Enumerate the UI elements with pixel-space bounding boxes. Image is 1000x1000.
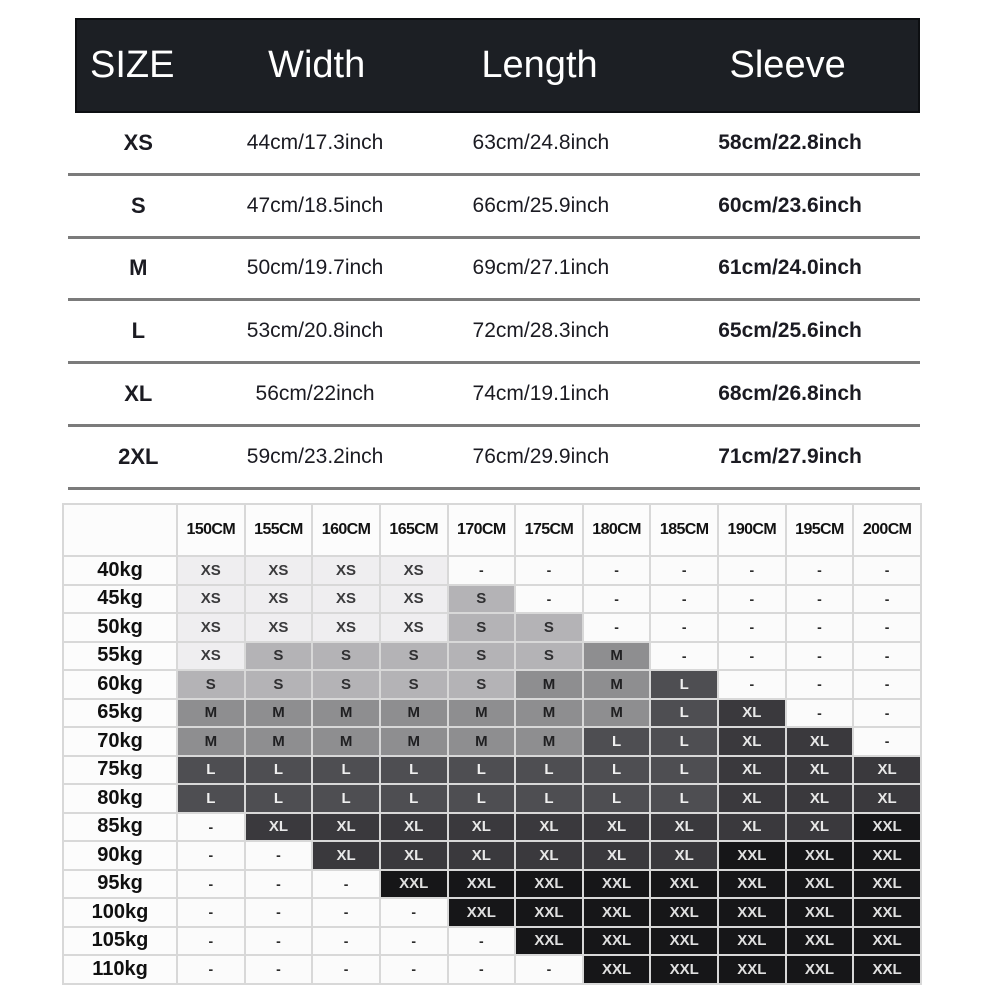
matrix-cell: M bbox=[381, 728, 447, 755]
matrix-cell: - bbox=[584, 586, 650, 613]
matrix-cell: - bbox=[246, 928, 312, 955]
matrix-cell: M bbox=[313, 728, 379, 755]
matrix-cell: - bbox=[246, 871, 312, 898]
matrix-cell: XL bbox=[787, 785, 853, 812]
matrix-cell: - bbox=[651, 557, 717, 584]
matrix-cell: XS bbox=[178, 586, 244, 613]
matrix-cell: M bbox=[246, 728, 312, 755]
matrix-row-95kg bbox=[64, 871, 920, 898]
matrix-cell: XXL bbox=[449, 899, 515, 926]
matrix-cell: XXL bbox=[584, 899, 650, 926]
matrix-cell: M bbox=[516, 728, 582, 755]
sleeve-value: 68cm/26.8inch bbox=[718, 382, 862, 406]
matrix-cell: - bbox=[719, 557, 785, 584]
height-col-header: 185CM bbox=[651, 505, 717, 555]
matrix-cell: - bbox=[178, 928, 244, 955]
matrix-cell: XXL bbox=[584, 871, 650, 898]
matrix-cell: XXL bbox=[854, 814, 920, 841]
matrix-cell: S bbox=[449, 614, 515, 641]
matrix-row-55kg bbox=[64, 643, 920, 670]
length-value: 76cm/29.9inch bbox=[472, 444, 610, 468]
matrix-cell: XXL bbox=[651, 871, 717, 898]
matrix-cell: S bbox=[516, 614, 582, 641]
matrix-cell: L bbox=[178, 757, 244, 784]
matrix-cell: - bbox=[651, 586, 717, 613]
sleeve-value: 58cm/22.8inch bbox=[718, 130, 862, 154]
matrix-header-row bbox=[64, 505, 920, 555]
matrix-cell: XXL bbox=[516, 899, 582, 926]
matrix-cell: - bbox=[313, 871, 379, 898]
width-value: 53cm/20.8inch bbox=[246, 319, 384, 343]
size-label: L bbox=[131, 318, 146, 344]
matrix-cell: XL bbox=[854, 757, 920, 784]
matrix-cell: - bbox=[854, 728, 920, 755]
matrix-row-60kg bbox=[64, 671, 920, 698]
matrix-row-65kg bbox=[64, 700, 920, 727]
matrix-cell: XXL bbox=[449, 871, 515, 898]
width-value: 59cm/23.2inch bbox=[246, 444, 384, 468]
size-table-header bbox=[75, 18, 920, 113]
matrix-cell: XL bbox=[381, 814, 447, 841]
sleeve-value: 61cm/24.0inch bbox=[718, 256, 862, 280]
matrix-cell: XL bbox=[787, 728, 853, 755]
weight-row-label: 55kg bbox=[64, 643, 176, 670]
length-col-header: Length bbox=[481, 44, 598, 86]
matrix-cell: XXL bbox=[787, 956, 853, 983]
matrix-cell: XS bbox=[381, 557, 447, 584]
matrix-cell: - bbox=[313, 956, 379, 983]
matrix-cell: M bbox=[516, 700, 582, 727]
matrix-cell: - bbox=[787, 700, 853, 727]
matrix-cell: - bbox=[787, 586, 853, 613]
height-col-header: 155CM bbox=[246, 505, 312, 555]
matrix-cell: L bbox=[584, 757, 650, 784]
matrix-cell: XL bbox=[449, 842, 515, 869]
height-col-header: 190CM bbox=[719, 505, 785, 555]
matrix-cell: - bbox=[787, 671, 853, 698]
matrix-cell: XS bbox=[246, 557, 312, 584]
matrix-cell: XL bbox=[313, 842, 379, 869]
matrix-cell: - bbox=[246, 956, 312, 983]
matrix-cell: L bbox=[651, 728, 717, 755]
matrix-cell: L bbox=[584, 785, 650, 812]
matrix-cell: XL bbox=[584, 814, 650, 841]
matrix-cell: XL bbox=[449, 814, 515, 841]
matrix-cell: XXL bbox=[719, 956, 785, 983]
matrix-cell: XXL bbox=[787, 899, 853, 926]
matrix-cell: L bbox=[449, 785, 515, 812]
matrix-cell: - bbox=[381, 899, 447, 926]
matrix-cell: - bbox=[854, 700, 920, 727]
weight-row-label: 40kg bbox=[64, 557, 176, 584]
matrix-cell: XS bbox=[178, 557, 244, 584]
matrix-cell: XS bbox=[381, 614, 447, 641]
matrix-row-90kg bbox=[64, 842, 920, 869]
size-row-S bbox=[68, 176, 920, 239]
matrix-cell: L bbox=[313, 757, 379, 784]
matrix-cell: XXL bbox=[719, 899, 785, 926]
matrix-cell: - bbox=[449, 557, 515, 584]
matrix-cell: XL bbox=[584, 842, 650, 869]
matrix-cell: - bbox=[651, 614, 717, 641]
matrix-cell: M bbox=[449, 700, 515, 727]
height-col-header: 170CM bbox=[449, 505, 515, 555]
matrix-row-50kg bbox=[64, 614, 920, 641]
matrix-cell: XS bbox=[313, 614, 379, 641]
matrix-cell: XL bbox=[651, 842, 717, 869]
matrix-cell: L bbox=[584, 728, 650, 755]
matrix-cell: L bbox=[651, 757, 717, 784]
size-label: XS bbox=[123, 129, 153, 155]
width-value: 44cm/17.3inch bbox=[246, 130, 384, 154]
matrix-cell: - bbox=[313, 928, 379, 955]
matrix-cell: S bbox=[381, 671, 447, 698]
matrix-cell: XL bbox=[381, 842, 447, 869]
matrix-cell: - bbox=[584, 614, 650, 641]
matrix-cell: XL bbox=[787, 814, 853, 841]
weight-row-label: 75kg bbox=[64, 757, 176, 784]
height-col-header: 180CM bbox=[584, 505, 650, 555]
weight-row-label: 100kg bbox=[64, 899, 176, 926]
matrix-cell: - bbox=[246, 842, 312, 869]
matrix-cell: L bbox=[246, 757, 312, 784]
matrix-cell: L bbox=[246, 785, 312, 812]
weight-row-label: 60kg bbox=[64, 671, 176, 698]
matrix-row-70kg bbox=[64, 728, 920, 755]
matrix-cell: XL bbox=[854, 785, 920, 812]
matrix-cell: XXL bbox=[854, 956, 920, 983]
matrix-cell: S bbox=[313, 643, 379, 670]
weight-row-label: 105kg bbox=[64, 928, 176, 955]
matrix-cell: - bbox=[516, 956, 582, 983]
matrix-cell: - bbox=[178, 956, 244, 983]
matrix-cell: - bbox=[584, 557, 650, 584]
matrix-cell: XS bbox=[313, 557, 379, 584]
matrix-cell: XL bbox=[246, 814, 312, 841]
matrix-cell: S bbox=[178, 671, 244, 698]
matrix-cell: XXL bbox=[516, 871, 582, 898]
matrix-cell: S bbox=[449, 643, 515, 670]
size-row-2XL bbox=[68, 427, 920, 490]
matrix-cell: - bbox=[246, 899, 312, 926]
matrix-cell: L bbox=[651, 785, 717, 812]
matrix-cell: XL bbox=[719, 785, 785, 812]
matrix-cell: - bbox=[854, 671, 920, 698]
matrix-cell: - bbox=[854, 557, 920, 584]
matrix-cell: XS bbox=[246, 586, 312, 613]
matrix-cell: - bbox=[178, 842, 244, 869]
matrix-cell: - bbox=[719, 643, 785, 670]
matrix-cell: XXL bbox=[651, 928, 717, 955]
matrix-cell: S bbox=[381, 643, 447, 670]
matrix-cell: XS bbox=[381, 586, 447, 613]
matrix-cell: XXL bbox=[651, 899, 717, 926]
matrix-cell: - bbox=[651, 643, 717, 670]
matrix-corner-cell bbox=[64, 505, 176, 555]
matrix-cell: - bbox=[516, 557, 582, 584]
matrix-cell: M bbox=[584, 671, 650, 698]
matrix-cell: - bbox=[787, 557, 853, 584]
matrix-row-80kg bbox=[64, 785, 920, 812]
matrix-cell: M bbox=[313, 700, 379, 727]
matrix-cell: - bbox=[178, 871, 244, 898]
matrix-row-45kg bbox=[64, 586, 920, 613]
matrix-cell: - bbox=[449, 928, 515, 955]
matrix-cell: L bbox=[381, 785, 447, 812]
weight-row-label: 45kg bbox=[64, 586, 176, 613]
matrix-cell: L bbox=[381, 757, 447, 784]
matrix-row-105kg bbox=[64, 928, 920, 955]
matrix-cell: XXL bbox=[719, 842, 785, 869]
matrix-cell: - bbox=[449, 956, 515, 983]
weight-row-label: 65kg bbox=[64, 700, 176, 727]
matrix-cell: L bbox=[313, 785, 379, 812]
weight-row-label: 50kg bbox=[64, 614, 176, 641]
matrix-cell: - bbox=[719, 671, 785, 698]
matrix-body bbox=[64, 557, 920, 983]
size-row-XS bbox=[68, 113, 920, 176]
width-value: 47cm/18.5inch bbox=[246, 193, 384, 217]
matrix-cell: XXL bbox=[651, 956, 717, 983]
matrix-row-85kg bbox=[64, 814, 920, 841]
matrix-cell: XXL bbox=[381, 871, 447, 898]
length-value: 69cm/27.1inch bbox=[472, 256, 610, 280]
matrix-cell: XXL bbox=[854, 842, 920, 869]
sleeve-col-header: Sleeve bbox=[729, 44, 846, 86]
matrix-cell: XXL bbox=[787, 871, 853, 898]
matrix-cell: S bbox=[246, 671, 312, 698]
matrix-row-100kg bbox=[64, 899, 920, 926]
size-row-M bbox=[68, 239, 920, 302]
length-value: 66cm/25.9inch bbox=[472, 193, 610, 217]
matrix-cell: L bbox=[516, 757, 582, 784]
weight-row-label: 80kg bbox=[64, 785, 176, 812]
matrix-cell: M bbox=[584, 643, 650, 670]
matrix-cell: - bbox=[516, 586, 582, 613]
size-col-header: SIZE bbox=[90, 44, 175, 86]
weight-row-label: 85kg bbox=[64, 814, 176, 841]
matrix-cell: - bbox=[381, 928, 447, 955]
matrix-cell: XXL bbox=[584, 956, 650, 983]
matrix-cell: S bbox=[449, 586, 515, 613]
matrix-cell: XL bbox=[719, 700, 785, 727]
matrix-cell: XL bbox=[719, 728, 785, 755]
matrix-cell: L bbox=[516, 785, 582, 812]
matrix-cell: XXL bbox=[719, 928, 785, 955]
length-value: 63cm/24.8inch bbox=[472, 130, 610, 154]
matrix-cell: M bbox=[449, 728, 515, 755]
matrix-cell: M bbox=[584, 700, 650, 727]
sleeve-value: 71cm/27.9inch bbox=[718, 444, 862, 468]
matrix-cell: - bbox=[178, 814, 244, 841]
size-label: 2XL bbox=[118, 443, 159, 469]
sleeve-value: 60cm/23.6inch bbox=[718, 193, 862, 217]
matrix-cell: XL bbox=[516, 842, 582, 869]
height-col-header: 150CM bbox=[178, 505, 244, 555]
matrix-cell: XL bbox=[516, 814, 582, 841]
matrix-cell: L bbox=[651, 671, 717, 698]
sleeve-value: 65cm/25.6inch bbox=[718, 319, 862, 343]
size-row-L bbox=[68, 301, 920, 364]
width-col-header: Width bbox=[268, 44, 366, 86]
matrix-cell: M bbox=[516, 671, 582, 698]
matrix-cell: S bbox=[246, 643, 312, 670]
height-col-header: 175CM bbox=[516, 505, 582, 555]
matrix-cell: XXL bbox=[719, 871, 785, 898]
matrix-cell: XL bbox=[313, 814, 379, 841]
size-label: M bbox=[129, 255, 148, 281]
matrix-cell: - bbox=[854, 586, 920, 613]
matrix-cell: M bbox=[246, 700, 312, 727]
matrix-cell: - bbox=[854, 614, 920, 641]
matrix-cell: - bbox=[787, 614, 853, 641]
matrix-cell: XXL bbox=[787, 928, 853, 955]
height-col-header: 160CM bbox=[313, 505, 379, 555]
size-rows bbox=[68, 113, 920, 490]
weight-row-label: 90kg bbox=[64, 842, 176, 869]
matrix-cell: - bbox=[854, 643, 920, 670]
matrix-cell: XXL bbox=[854, 928, 920, 955]
matrix-cell: XL bbox=[719, 757, 785, 784]
matrix-cell: - bbox=[787, 643, 853, 670]
matrix-cell: XS bbox=[178, 643, 244, 670]
matrix-cell: L bbox=[178, 785, 244, 812]
height-col-header: 165CM bbox=[381, 505, 447, 555]
matrix-cell: L bbox=[651, 700, 717, 727]
matrix-row-40kg bbox=[64, 557, 920, 584]
matrix-cell: XS bbox=[178, 614, 244, 641]
matrix-cell: - bbox=[719, 614, 785, 641]
matrix-cell: XXL bbox=[584, 928, 650, 955]
matrix-row-110kg bbox=[64, 956, 920, 983]
matrix-cell: XXL bbox=[787, 842, 853, 869]
matrix-cell: XL bbox=[651, 814, 717, 841]
matrix-cell: XXL bbox=[854, 899, 920, 926]
weight-row-label: 110kg bbox=[64, 956, 176, 983]
size-label: S bbox=[130, 192, 146, 218]
length-value: 72cm/28.3inch bbox=[472, 319, 610, 343]
matrix-row-75kg bbox=[64, 757, 920, 784]
width-value: 50cm/19.7inch bbox=[246, 256, 384, 280]
matrix-cell: XXL bbox=[516, 928, 582, 955]
matrix-cell: S bbox=[516, 643, 582, 670]
matrix-cell: XL bbox=[719, 814, 785, 841]
matrix-cell: - bbox=[381, 956, 447, 983]
matrix-cell: M bbox=[178, 700, 244, 727]
matrix-cell: M bbox=[381, 700, 447, 727]
height-col-header: 200CM bbox=[854, 505, 920, 555]
matrix-cell: - bbox=[178, 899, 244, 926]
matrix-cell: S bbox=[449, 671, 515, 698]
size-row-XL bbox=[68, 364, 920, 427]
matrix-cell: XS bbox=[246, 614, 312, 641]
length-value: 74cm/19.1inch bbox=[472, 382, 610, 406]
height-weight-matrix bbox=[62, 503, 922, 985]
weight-row-label: 95kg bbox=[64, 871, 176, 898]
matrix-cell: M bbox=[178, 728, 244, 755]
matrix-cell: XL bbox=[787, 757, 853, 784]
height-col-header: 195CM bbox=[787, 505, 853, 555]
size-label: XL bbox=[124, 381, 153, 407]
matrix-cell: XXL bbox=[854, 871, 920, 898]
matrix-cell: S bbox=[313, 671, 379, 698]
weight-row-label: 70kg bbox=[64, 728, 176, 755]
matrix-cell: - bbox=[313, 899, 379, 926]
width-value: 56cm/22inch bbox=[255, 382, 375, 406]
matrix-cell: XS bbox=[313, 586, 379, 613]
matrix-cell: - bbox=[719, 586, 785, 613]
matrix-cell: L bbox=[449, 757, 515, 784]
